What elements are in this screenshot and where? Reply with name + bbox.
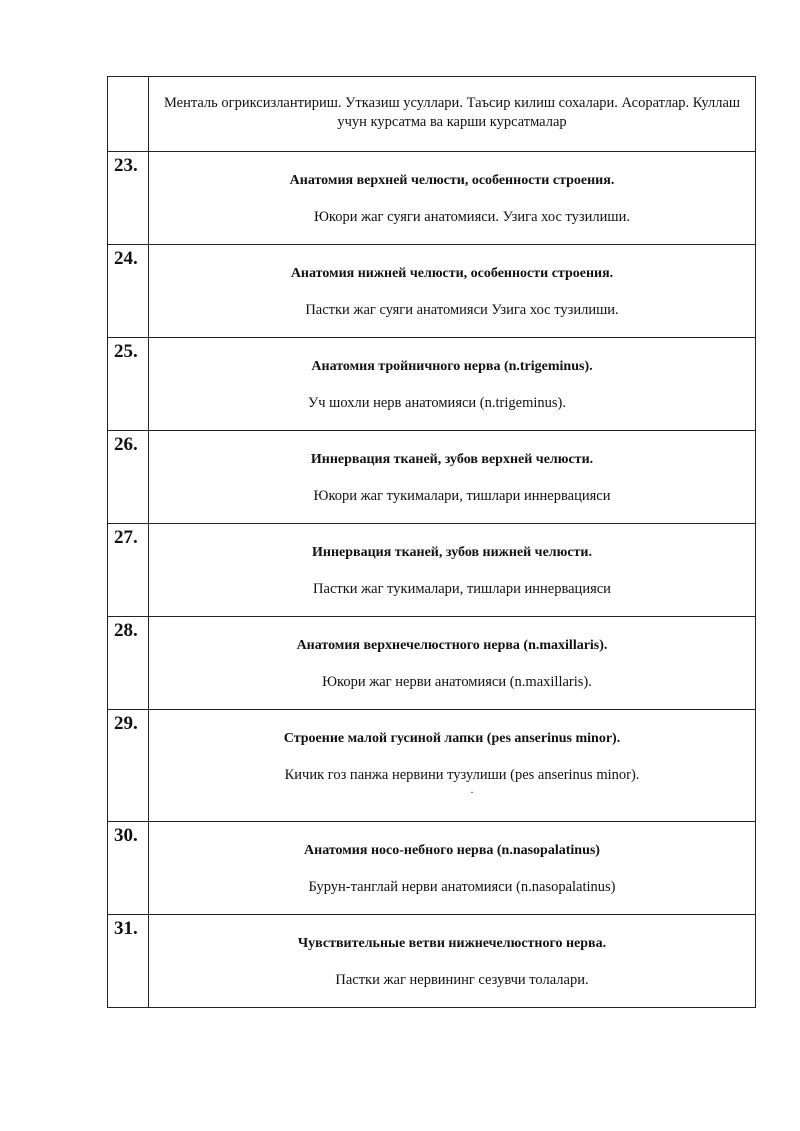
topic-title: Анатомия тройничного нерва (n.trigeminus).: [311, 359, 593, 374]
table-row: [108, 524, 756, 617]
row-number: 25.: [114, 341, 138, 362]
table-row: [108, 822, 756, 915]
topic-title: Чувствительные ветви нижнечелюстного нерва.: [297, 936, 607, 951]
table-row: [108, 245, 756, 338]
topic-subtitle: Юкори жаг суяги анатомияси. Узига хос тузилиши.: [314, 209, 630, 225]
row-number: 24.: [114, 248, 138, 269]
table-row: [108, 338, 756, 431]
topic-subtitle: Юкори жаг нерви анатомияси (n.maxillaris).: [322, 674, 592, 690]
topic-subtitle: Пастки жаг тукималари, тишлари иннервацияси: [313, 581, 611, 597]
topic-subtitle: Пастки жаг суяги анатомияси Узига хос тузилиши.: [305, 302, 619, 318]
stray-dot: .: [470, 782, 474, 796]
row-number: 23.: [114, 155, 138, 176]
table-row: [108, 431, 756, 524]
topic-cell: [149, 77, 756, 152]
topic-title: Анатомия нижней челюсти, особенности строения.: [290, 266, 614, 281]
row-number: 27.: [114, 527, 138, 548]
topic-title: Строение малой гусиной лапки (pes anserinus minor).: [283, 731, 621, 746]
table-row: [108, 710, 756, 822]
row-number: 29.: [114, 713, 138, 734]
topic-subtitle: Уч шохли нерв анатомияси (n.trigeminus).: [307, 395, 566, 411]
topic-description: Менталь огриксизлантириш. Утказиш усуллари. Таъсир килиш сохалари. Асоратлар. Куллаш учун курсатма ва карши курсатмалар: [163, 95, 741, 130]
topic-subtitle: Пастки жаг нервининг сезувчи толалари.: [335, 972, 589, 988]
topic-subtitle: Кичик гоз панжа нервини тузулиши (pes anserinus minor).: [284, 767, 640, 783]
row-number: 28.: [114, 620, 138, 641]
topic-subtitle: Бурун-танглай нерви анатомияси (n.nasopalatinus): [308, 879, 616, 895]
table-row: [108, 915, 756, 1008]
row-number: 30.: [114, 825, 138, 846]
table-row: [108, 152, 756, 245]
topic-title: Анатомия верхнечелюстного нерва (n.maxillaris).: [296, 638, 608, 653]
topic-subtitle: Юкори жаг тукималари, тишлари иннервацияси: [313, 488, 611, 504]
table-row: [108, 77, 756, 152]
number-cell-empty: [108, 77, 149, 152]
row-number: 31.: [114, 918, 138, 939]
topic-title: Анатомия носо-небного нерва (n.nasopalatinus): [304, 843, 600, 858]
topic-title: Иннервация тканей, зубов нижней челюсти.: [312, 545, 592, 560]
table-row: [108, 617, 756, 710]
topic-title: Анатомия верхней челюсти, особенности строения.: [289, 173, 615, 188]
topics-table: [107, 76, 756, 1008]
topic-title: Иннервация тканей, зубов верхней челюсти.: [310, 452, 594, 467]
row-number: 26.: [114, 434, 138, 455]
